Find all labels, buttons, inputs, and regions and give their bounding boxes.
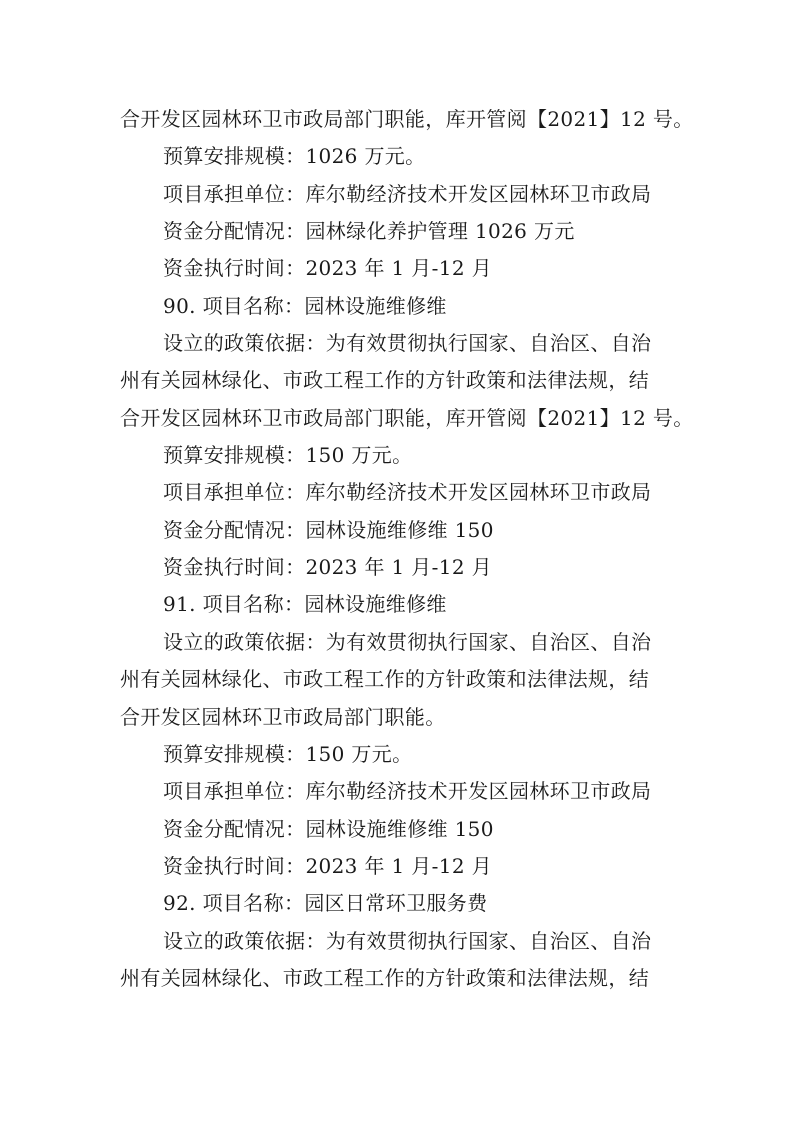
item-91-title: 91. 项目名称：园林设施维修维	[163, 592, 447, 617]
prev-item-policy-tail: 合开发区园林环卫市政局部门职能，库开管阅【2021】12 号。	[120, 107, 694, 131]
item-92-policy-line: 州有关园林绿化、市政工程工作的方针政策和法律法规，结	[120, 965, 650, 990]
item-90-budget: 预算安排规模：150 万元。	[163, 443, 413, 468]
item-90-time: 资金执行时间：2023 年 1 月-12 月	[163, 555, 492, 580]
item-90-allocation: 资金分配情况：园林设施维修维 150	[163, 517, 494, 542]
prev-item-time: 资金执行时间：2023 年 1 月-12 月	[163, 256, 492, 281]
prev-item-unit: 项目承担单位：库尔勒经济技术开发区园林环卫市政局	[163, 181, 652, 206]
item-90-title: 90. 项目名称：园林设施维修维	[163, 293, 447, 318]
item-91-unit: 项目承担单位：库尔勒经济技术开发区园林环卫市政局	[163, 779, 652, 804]
prev-item-budget: 预算安排规模：1026 万元。	[163, 144, 426, 169]
item-90-policy-line: 设立的政策依据：为有效贯彻执行国家、自治区、自治	[163, 331, 652, 356]
item-90-policy-line: 州有关园林绿化、市政工程工作的方针政策和法律法规，结	[120, 368, 650, 393]
item-91-allocation: 资金分配情况：园林设施维修维 150	[163, 816, 494, 841]
item-91-policy-line: 合开发区园林环卫市政局部门职能。	[120, 704, 446, 729]
item-91-policy-line: 州有关园林绿化、市政工程工作的方针政策和法律法规，结	[120, 667, 650, 692]
item-91-policy-line: 设立的政策依据：为有效贯彻执行国家、自治区、自治	[163, 629, 652, 654]
item-91-time: 资金执行时间：2023 年 1 月-12 月	[163, 853, 492, 878]
prev-item-allocation: 资金分配情况：园林绿化养护管理 1026 万元	[163, 219, 575, 244]
item-90-unit: 项目承担单位：库尔勒经济技术开发区园林环卫市政局	[163, 480, 652, 505]
item-91-budget: 预算安排规模：150 万元。	[163, 741, 413, 766]
item-92-policy-line: 设立的政策依据：为有效贯彻执行国家、自治区、自治	[163, 928, 652, 953]
item-92-title: 92. 项目名称：园区日常环卫服务费	[163, 891, 488, 916]
document-body	[120, 101, 694, 997]
item-90-policy-line: 合开发区园林环卫市政局部门职能，库开管阅【2021】12 号。	[120, 405, 694, 430]
